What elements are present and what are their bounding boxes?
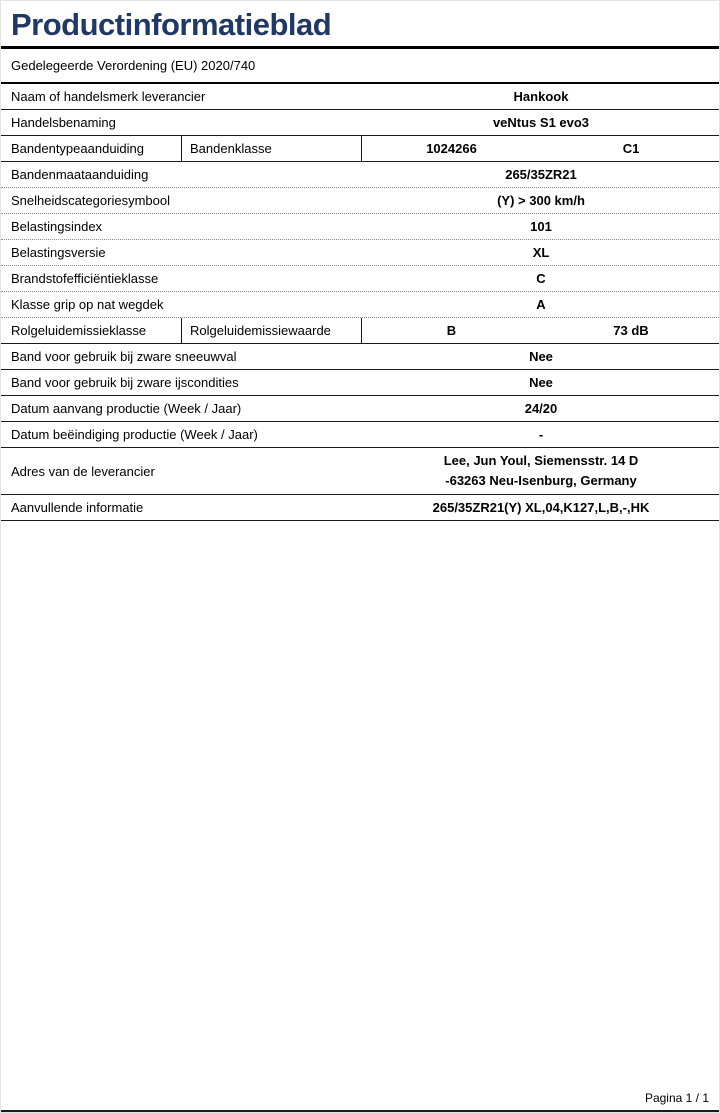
table-row-production-end <box>1 422 719 448</box>
row-label: Bandenmaataanduiding <box>11 167 149 182</box>
table-row-type-class <box>1 136 719 162</box>
table-row-fuel-efficiency <box>1 266 719 292</box>
table-row-load-version <box>1 240 719 266</box>
row-value-secondary: 73 dB <box>613 323 649 338</box>
row-value: 1024266 <box>361 136 541 161</box>
table-row-supplier-name <box>1 84 719 110</box>
row-label: Handelsbenaming <box>11 115 116 130</box>
row-label: Rolgeluidemissieklasse <box>11 323 147 338</box>
row-value-secondary: C1 <box>622 141 640 156</box>
row-label: Snelheidscategoriesymbool <box>11 193 170 208</box>
table-row-additional-info <box>1 495 719 521</box>
row-label: Adres van de leverancier <box>11 463 155 479</box>
page-title: Productinformatieblad <box>11 7 332 42</box>
row-label: Naam of handelsmerk leverancier <box>11 89 206 104</box>
row-value <box>361 451 720 491</box>
row-label: Klasse grip op nat wegdek <box>11 297 164 312</box>
row-label: Band voor gebruik bij zware ijscondities <box>11 375 239 390</box>
row-value: C <box>536 271 546 286</box>
row-label: Belastingsversie <box>11 245 106 260</box>
row-value: 101 <box>530 219 552 234</box>
row-label: Brandstofefficiëntieklasse <box>11 271 159 286</box>
page-number: Pagina 1 / 1 <box>644 1091 709 1105</box>
row-value: Nee <box>529 375 553 390</box>
table-row-noise <box>1 318 719 344</box>
table-row-load-index <box>1 214 719 240</box>
table-row-wet-grip <box>1 292 719 318</box>
row-value: B <box>361 318 541 343</box>
bottom-rule <box>1 1110 719 1112</box>
address-line-2: -63263 Neu-Isenburg, Germany <box>445 473 637 488</box>
row-value: A <box>536 297 546 312</box>
row-value: Nee <box>529 349 553 364</box>
row-value: 265/35ZR21(Y) XL,04,K127,L,B,-,HK <box>432 500 650 515</box>
table-row-snow <box>1 344 719 370</box>
product-table <box>1 84 719 521</box>
row-label: Band voor gebruik bij zware sneeuwval <box>11 349 237 364</box>
row-label: Bandentypeaanduiding <box>11 141 145 156</box>
row-label-secondary: Rolgeluidemissiewaarde <box>181 318 361 343</box>
table-row-production-start <box>1 396 719 422</box>
row-label: Belastingsindex <box>11 219 103 234</box>
regulation-subtitle: Gedelegeerde Verordening (EU) 2020/740 <box>1 49 719 84</box>
row-value: veNtus S1 evo3 <box>492 115 590 130</box>
row-value: 265/35ZR21 <box>505 167 577 182</box>
row-value: 24/20 <box>524 401 558 416</box>
address-line-1: Lee, Jun Youl, Siemensstr. 14 D <box>443 452 639 468</box>
row-label: Datum aanvang productie (Week / Jaar) <box>11 401 242 416</box>
row-value: XL <box>532 245 550 260</box>
row-label: Aanvullende informatie <box>11 500 144 515</box>
row-value: - <box>538 427 544 442</box>
table-row-speed-symbol <box>1 188 719 214</box>
table-row-ice <box>1 370 719 396</box>
table-row-supplier-address <box>1 448 719 495</box>
row-value: Hankook <box>513 89 569 104</box>
row-value: (Y) > 300 km/h <box>497 193 585 208</box>
table-row-trade-name <box>1 110 719 136</box>
sheet-header <box>1 1 719 49</box>
table-row-size <box>1 162 719 188</box>
row-label: Datum beëindiging productie (Week / Jaar) <box>11 427 258 442</box>
row-label-secondary: Bandenklasse <box>181 136 361 161</box>
